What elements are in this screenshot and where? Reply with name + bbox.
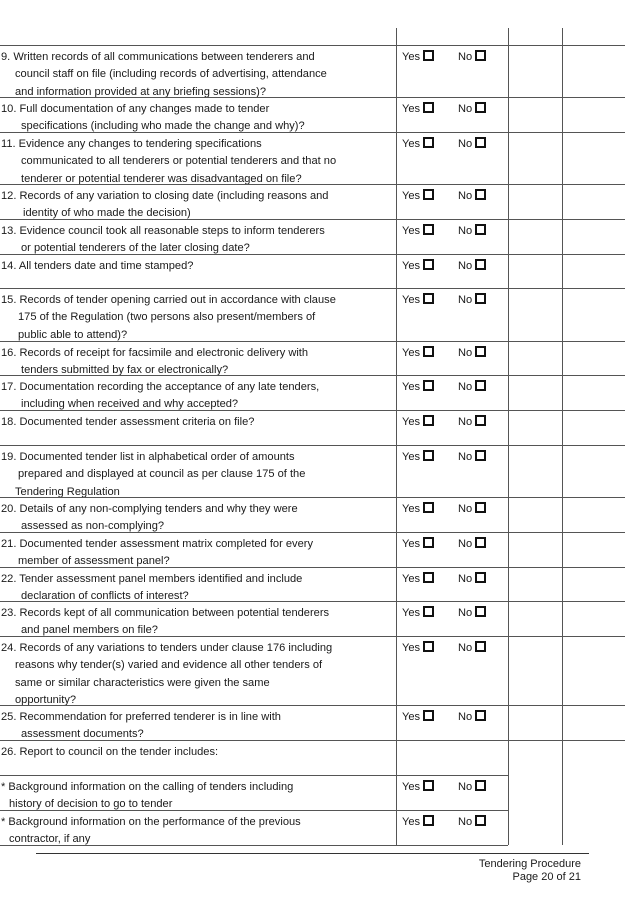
question-line: tenderer or potential tenderer was disadvantaged on file? bbox=[21, 172, 302, 185]
checkbox-icon[interactable] bbox=[423, 346, 434, 357]
question-line: * Background information on the performance of the previous bbox=[1, 816, 301, 828]
yes-option[interactable] bbox=[402, 345, 434, 362]
checkbox-icon[interactable] bbox=[475, 606, 486, 617]
yes-label: Yes bbox=[402, 607, 421, 619]
table-rule bbox=[0, 445, 625, 446]
question-line: 19. Documented tender list in alphabetical order of amounts bbox=[1, 451, 295, 463]
table-rule bbox=[0, 845, 508, 846]
yes-option[interactable] bbox=[402, 779, 434, 796]
yes-label: Yes bbox=[402, 781, 421, 793]
yes-label: Yes bbox=[402, 573, 421, 585]
checkbox-icon[interactable] bbox=[423, 641, 434, 652]
no-option[interactable] bbox=[458, 779, 486, 796]
question-text bbox=[1, 605, 393, 640]
question-line: 9. Written records of all communications between tenderers and bbox=[1, 51, 315, 63]
no-option[interactable] bbox=[458, 49, 486, 66]
yes-label: Yes bbox=[402, 503, 421, 515]
question-text bbox=[1, 49, 393, 101]
table-rule bbox=[0, 532, 625, 533]
table-rule bbox=[0, 705, 625, 706]
footer-page-number: Page 20 of 21 bbox=[512, 871, 581, 883]
checkbox-icon[interactable] bbox=[475, 293, 486, 304]
question-text bbox=[1, 640, 393, 709]
no-option[interactable] bbox=[458, 814, 486, 831]
checkbox-icon[interactable] bbox=[475, 259, 486, 270]
table-rule bbox=[0, 184, 625, 185]
question-line: 18. Documented tender assessment criteria on file? bbox=[1, 416, 255, 428]
no-option[interactable] bbox=[458, 536, 486, 553]
table-rule bbox=[0, 254, 625, 255]
no-option[interactable] bbox=[458, 101, 486, 118]
question-line: same or similar characteristics were given the same bbox=[15, 676, 270, 689]
question-text bbox=[1, 188, 393, 223]
question-line: 14. All tenders date and time stamped? bbox=[1, 260, 194, 272]
footer-divider bbox=[36, 853, 589, 854]
no-option[interactable] bbox=[458, 501, 486, 518]
table-rule bbox=[0, 288, 625, 289]
yes-label: Yes bbox=[402, 381, 421, 393]
no-label: No bbox=[458, 573, 473, 585]
yes-option[interactable] bbox=[402, 814, 434, 831]
question-line: contractor, if any bbox=[9, 833, 91, 846]
no-label: No bbox=[458, 538, 473, 550]
question-text bbox=[1, 779, 393, 814]
table-rule bbox=[0, 132, 625, 133]
no-label: No bbox=[458, 607, 473, 619]
question-line: 16. Records of receipt for facsimile and electronic delivery with bbox=[1, 347, 309, 359]
yes-option[interactable] bbox=[402, 188, 434, 205]
no-option[interactable] bbox=[458, 449, 486, 466]
table-column-rule bbox=[508, 28, 509, 845]
question-line: history of decision to go to tender bbox=[9, 798, 173, 811]
question-line: 23. Records kept of all communication between potential tenderers bbox=[1, 607, 330, 619]
question-line: assessed as non-complying? bbox=[21, 520, 165, 533]
table-rule bbox=[0, 219, 625, 220]
yes-label: Yes bbox=[402, 416, 421, 428]
yes-option[interactable] bbox=[402, 709, 434, 726]
checkbox-icon[interactable] bbox=[475, 450, 486, 461]
no-option[interactable] bbox=[458, 709, 486, 726]
checkbox-icon[interactable] bbox=[475, 380, 486, 391]
question-line: 26. Report to council on the tender includes: bbox=[1, 746, 219, 758]
table-rule bbox=[0, 410, 625, 411]
question-line: 21. Documented tender assessment matrix completed for every bbox=[1, 538, 314, 550]
checkbox-icon[interactable] bbox=[423, 450, 434, 461]
question-line: 10. Full documentation of any changes made to tender bbox=[1, 103, 270, 115]
no-option[interactable] bbox=[458, 571, 486, 588]
question-text bbox=[1, 536, 393, 571]
checkbox-icon[interactable] bbox=[475, 224, 486, 235]
question-line: 22. Tender assessment panel members identified and include bbox=[1, 573, 303, 585]
no-label: No bbox=[458, 416, 473, 428]
question-line: * Background information on the calling of tenders including bbox=[1, 781, 294, 793]
checkbox-icon[interactable] bbox=[475, 572, 486, 583]
question-line: identity of who made the decision) bbox=[23, 207, 191, 220]
no-option[interactable] bbox=[458, 292, 486, 309]
question-line: council staff on file (including records of advertising, attendance bbox=[15, 68, 327, 81]
question-line: 17. Documentation recording the acceptance of any late tenders, bbox=[1, 381, 320, 393]
question-text bbox=[1, 744, 393, 761]
table-rule bbox=[0, 810, 508, 811]
yes-option[interactable] bbox=[402, 640, 434, 657]
table-rule bbox=[0, 567, 625, 568]
checkbox-icon[interactable] bbox=[423, 189, 434, 200]
question-text bbox=[1, 101, 393, 136]
checkbox-icon[interactable] bbox=[423, 224, 434, 235]
question-text bbox=[1, 414, 393, 431]
question-text bbox=[1, 379, 393, 414]
checkbox-icon[interactable] bbox=[475, 815, 486, 826]
question-line: tenders submitted by fax or electronically? bbox=[21, 364, 229, 377]
no-label: No bbox=[458, 51, 473, 63]
checkbox-icon[interactable] bbox=[423, 606, 434, 617]
question-line: specifications (including who made the change and why)? bbox=[21, 120, 305, 133]
question-text bbox=[1, 136, 393, 188]
yes-option[interactable] bbox=[402, 501, 434, 518]
question-line: 12. Records of any variation to closing date (including reasons and bbox=[1, 190, 329, 202]
question-line: communicated to all tenderers or potential tenderers and that no bbox=[21, 155, 337, 168]
checkbox-icon[interactable] bbox=[475, 710, 486, 721]
yes-label: Yes bbox=[402, 642, 421, 654]
question-text bbox=[1, 223, 393, 258]
yes-option[interactable] bbox=[402, 49, 434, 66]
table-rule bbox=[0, 601, 625, 602]
checkbox-icon[interactable] bbox=[423, 537, 434, 548]
checkbox-icon[interactable] bbox=[423, 502, 434, 513]
yes-option[interactable] bbox=[402, 292, 434, 309]
question-line: 25. Recommendation for preferred tenderer is in line with bbox=[1, 711, 281, 723]
yes-label: Yes bbox=[402, 711, 421, 723]
yes-option[interactable] bbox=[402, 223, 434, 240]
question-line: member of assessment panel? bbox=[18, 555, 170, 568]
no-label: No bbox=[458, 103, 473, 115]
no-label: No bbox=[458, 138, 473, 150]
yes-label: Yes bbox=[402, 51, 421, 63]
no-option[interactable] bbox=[458, 223, 486, 240]
no-option[interactable] bbox=[458, 605, 486, 622]
question-line: or potential tenderers of the later closing date? bbox=[21, 242, 250, 255]
question-line: Tendering Regulation bbox=[15, 485, 120, 498]
no-option[interactable] bbox=[458, 188, 486, 205]
table-rule bbox=[0, 341, 625, 342]
yes-label: Yes bbox=[402, 538, 421, 550]
table-rule bbox=[0, 497, 625, 498]
yes-label: Yes bbox=[402, 225, 421, 237]
no-label: No bbox=[458, 381, 473, 393]
no-label: No bbox=[458, 260, 473, 272]
no-label: No bbox=[458, 711, 473, 723]
checkbox-icon[interactable] bbox=[475, 50, 486, 61]
no-option[interactable] bbox=[458, 640, 486, 657]
checkbox-icon[interactable] bbox=[423, 415, 434, 426]
yes-option[interactable] bbox=[402, 258, 434, 275]
question-line: including when received and why accepted? bbox=[21, 398, 239, 411]
question-line: public able to attend)? bbox=[18, 328, 128, 341]
checkbox-icon[interactable] bbox=[423, 50, 434, 61]
yes-option[interactable] bbox=[402, 449, 434, 466]
question-line: and panel members on file? bbox=[21, 624, 158, 637]
yes-option[interactable] bbox=[402, 379, 434, 396]
yes-option[interactable] bbox=[402, 414, 434, 431]
question-line: reasons why tender(s) varied and evidence all other tenders of bbox=[15, 659, 323, 672]
yes-option[interactable] bbox=[402, 571, 434, 588]
question-line: 13. Evidence council took all reasonable steps to inform tenderers bbox=[1, 225, 325, 237]
yes-label: Yes bbox=[402, 347, 421, 359]
table-rule bbox=[0, 740, 625, 741]
yes-label: Yes bbox=[402, 103, 421, 115]
checkbox-icon[interactable] bbox=[475, 189, 486, 200]
question-text bbox=[1, 501, 393, 536]
checkbox-icon[interactable] bbox=[475, 502, 486, 513]
no-label: No bbox=[458, 294, 473, 306]
question-line: declaration of conflicts of interest? bbox=[21, 590, 189, 603]
checkbox-icon[interactable] bbox=[423, 259, 434, 270]
question-text bbox=[1, 292, 393, 344]
yes-option[interactable] bbox=[402, 605, 434, 622]
no-option[interactable] bbox=[458, 379, 486, 396]
no-label: No bbox=[458, 225, 473, 237]
question-text bbox=[1, 709, 393, 744]
yes-label: Yes bbox=[402, 294, 421, 306]
checkbox-icon[interactable] bbox=[475, 780, 486, 791]
yes-option[interactable] bbox=[402, 101, 434, 118]
yes-label: Yes bbox=[402, 190, 421, 202]
yes-option[interactable] bbox=[402, 136, 434, 153]
checkbox-icon[interactable] bbox=[423, 293, 434, 304]
no-label: No bbox=[458, 642, 473, 654]
question-text bbox=[1, 814, 393, 849]
no-label: No bbox=[458, 816, 473, 828]
yes-label: Yes bbox=[402, 816, 421, 828]
yes-option[interactable] bbox=[402, 536, 434, 553]
checkbox-icon[interactable] bbox=[423, 102, 434, 113]
no-label: No bbox=[458, 781, 473, 793]
table-rule bbox=[0, 375, 625, 376]
no-label: No bbox=[458, 347, 473, 359]
table-rule bbox=[0, 97, 625, 98]
table-rule bbox=[0, 636, 625, 637]
checkbox-icon[interactable] bbox=[475, 415, 486, 426]
checkbox-icon[interactable] bbox=[423, 780, 434, 791]
question-line: assessment documents? bbox=[21, 728, 144, 741]
checkbox-icon[interactable] bbox=[423, 380, 434, 391]
no-label: No bbox=[458, 451, 473, 463]
table-column-rule bbox=[562, 28, 563, 845]
no-option[interactable] bbox=[458, 345, 486, 362]
question-line: 24. Records of any variations to tenders under clause 176 including bbox=[1, 642, 333, 654]
question-line: prepared and displayed at council as per clause 175 of the bbox=[18, 468, 306, 481]
question-line: 15. Records of tender opening carried out in accordance with clause bbox=[1, 294, 336, 306]
yes-label: Yes bbox=[402, 138, 421, 150]
yes-label: Yes bbox=[402, 451, 421, 463]
no-label: No bbox=[458, 190, 473, 202]
question-line: 11. Evidence any changes to tendering specifications bbox=[1, 138, 262, 150]
table-rule bbox=[0, 45, 625, 46]
question-text bbox=[1, 449, 393, 501]
yes-label: Yes bbox=[402, 260, 421, 272]
checkbox-icon[interactable] bbox=[475, 102, 486, 113]
question-text bbox=[1, 258, 393, 275]
checkbox-icon[interactable] bbox=[423, 572, 434, 583]
checkbox-icon[interactable] bbox=[423, 710, 434, 721]
checkbox-icon[interactable] bbox=[475, 641, 486, 652]
question-line: 20. Details of any non-complying tenders and why they were bbox=[1, 503, 298, 515]
table-column-rule bbox=[396, 28, 397, 845]
no-option[interactable] bbox=[458, 414, 486, 431]
no-option[interactable] bbox=[458, 258, 486, 275]
checkbox-icon[interactable] bbox=[475, 537, 486, 548]
checkbox-icon[interactable] bbox=[475, 137, 486, 148]
checkbox-icon[interactable] bbox=[423, 815, 434, 826]
checkbox-icon[interactable] bbox=[423, 137, 434, 148]
footer-title: Tendering Procedure bbox=[478, 858, 581, 870]
table-rule bbox=[0, 775, 508, 776]
no-label: No bbox=[458, 503, 473, 515]
no-option[interactable] bbox=[458, 136, 486, 153]
question-line: opportunity? bbox=[15, 693, 77, 706]
checkbox-icon[interactable] bbox=[475, 346, 486, 357]
question-line: 175 of the Regulation (two persons also present/members of bbox=[18, 311, 316, 324]
question-line: and information provided at any briefing sessions)? bbox=[15, 85, 266, 98]
